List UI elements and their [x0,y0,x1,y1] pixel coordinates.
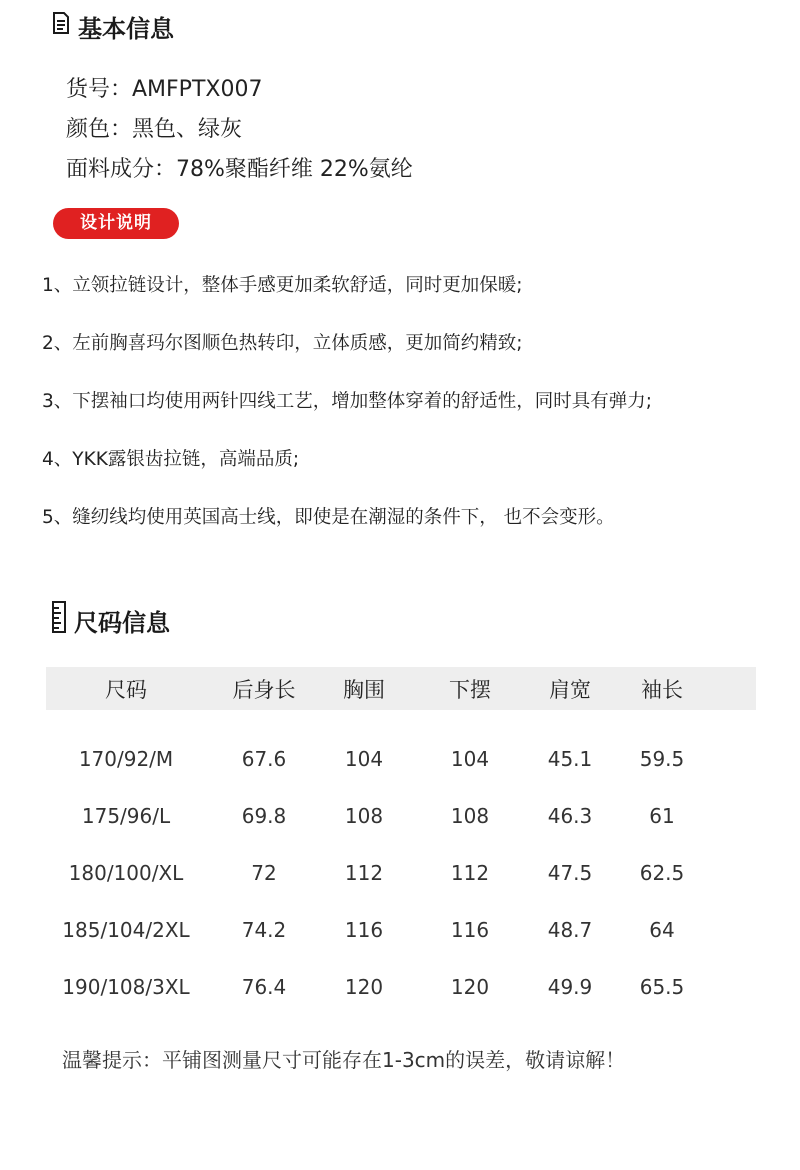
size-table [46,667,756,1015]
table-row [46,901,756,958]
table-cell: 49.9 [547,974,593,999]
design-note-item: 2、左前胸喜玛尔图顺色热转印，立体质感，更加简约精致; [42,333,523,354]
table-cell: 190/108/3XL [62,974,190,999]
design-note-item: 3、下摆袖口均使用两针四线工艺，增加整体穿着的舒适性，同时具有弹力; [42,391,653,412]
table-cell: 112 [344,860,384,885]
table-cell: 69.8 [241,803,287,828]
table-cell: 120 [344,974,384,999]
basic-info-list [66,70,413,190]
table-cell: 116 [344,917,384,942]
column-header: 尺码 [105,677,147,702]
column-header: 下摆 [449,677,491,702]
table-row [46,787,756,844]
product-code: 货号：AMFPTX007 [66,77,263,102]
size-info-heading [52,600,170,640]
table-cell: 76.4 [241,974,287,999]
table-cell: 120 [450,974,490,999]
table-body [46,710,756,1015]
table-cell: 67.6 [241,746,287,771]
table-cell: 104 [344,746,384,771]
design-notes-badge: 设计说明 [53,208,179,239]
basic-info-title: 基本信息 [78,14,174,43]
document-icon [52,12,70,40]
table-cell: 61 [649,803,675,828]
table-cell: 104 [450,746,490,771]
table-row [46,958,756,1015]
table-cell: 116 [450,917,490,942]
design-note-item: 4、YKK露银齿拉链，高端品质; [42,449,300,470]
table-row [46,844,756,901]
design-notes-list [42,262,792,552]
table-cell: 45.1 [547,746,593,771]
table-cell: 47.5 [547,860,593,885]
table-cell: 185/104/2XL [62,917,190,942]
table-cell: 46.3 [547,803,593,828]
table-cell: 112 [450,860,490,885]
ruler-icon [52,601,66,639]
column-header: 肩宽 [549,677,591,702]
table-cell: 170/92/M [78,746,174,771]
column-header: 袖长 [641,677,683,702]
table-cell: 180/100/XL [68,860,184,885]
product-colors: 颜色：黑色、绿灰 [66,117,243,142]
table-cell: 48.7 [547,917,593,942]
table-cell: 65.5 [639,974,685,999]
table-cell: 59.5 [639,746,685,771]
table-cell: 64 [649,917,675,942]
size-info-title: 尺码信息 [74,608,170,637]
design-note-item: 1、立领拉链设计，整体手感更加柔软舒适，同时更加保暖; [42,275,523,296]
fabric-composition: 面料成分：78%聚酯纤维 22%氨纶 [66,157,413,182]
table-cell: 62.5 [639,860,685,885]
table-row [46,730,756,787]
measurement-tip: 温馨提示：平铺图测量尺寸可能存在1-3cm的误差，敬请谅解！ [62,1048,626,1072]
table-header-row [46,667,756,710]
column-header: 后身长 [232,677,296,702]
table-cell: 72 [251,860,277,885]
design-note-item: 5、缝纫线均使用英国高士线，即使是在潮湿的条件下， 也不会变形。 [42,507,615,528]
table-cell: 108 [450,803,490,828]
column-header: 胸围 [343,677,385,702]
table-cell: 108 [344,803,384,828]
table-cell: 74.2 [241,917,287,942]
basic-info-heading [52,8,174,44]
table-cell: 175/96/L [81,803,171,828]
